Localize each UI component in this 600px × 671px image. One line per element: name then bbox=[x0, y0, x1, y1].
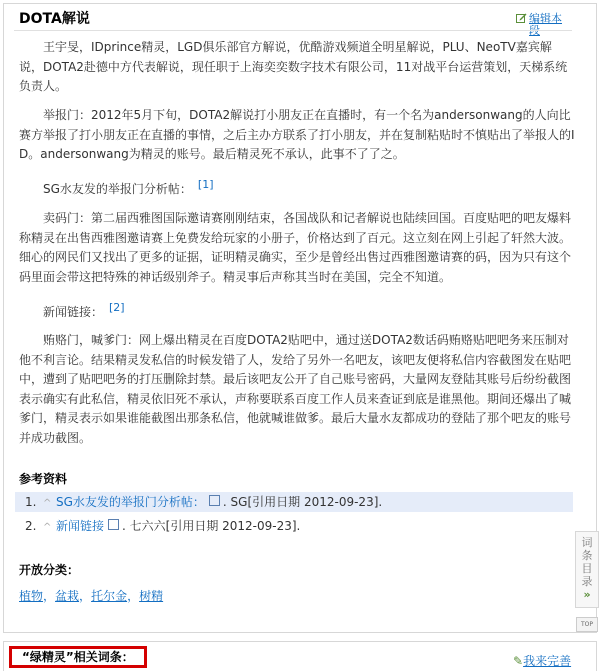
paragraph-intro: 王宇旻，IDprince精灵，LGD俱乐部官方解说，优酷游戏频道全明星解说，PLU、NeoTV嘉宾解说，DOTA2赴德中方代表解说，现任职于上海奕奕数字技术有限公司，11对战平台运营策划，天梯系统负责人。 bbox=[19, 40, 568, 93]
references-heading: 参考资料 bbox=[19, 472, 68, 486]
category-link[interactable]: 植物 bbox=[19, 589, 44, 603]
section-title: DOTA解说 bbox=[19, 11, 90, 27]
edit-pencil-icon bbox=[516, 13, 527, 23]
back-arrow-icon[interactable]: ^ bbox=[43, 522, 52, 533]
subheading-news-label: 新闻链接： bbox=[43, 305, 104, 319]
back-to-top-button[interactable]: TOP bbox=[576, 617, 598, 632]
paragraph-code-selling: 卖码门：第二届西雅图国际邀请赛刚刚结束，各国战队和记者解说也陆续回国。百度贴吧的吧友爆料称精灵在出售西雅图邀请赛上免费发给玩家的小册子，价格达到了百元。这立刻在网上引起了轩然大波。细心的网民们又找出了更多的证据，证明精灵确实，至少是曾经出售过西雅图邀请赛的码，因为只有这个码里面会带这把特殊的神话级别斧子。精灵事后声称其当时在美国，完全不知道。 bbox=[19, 211, 572, 284]
citation-link-2[interactable]: [2] bbox=[109, 301, 125, 314]
category-link[interactable]: 托尔金 bbox=[91, 589, 128, 603]
pencil-icon: ✎ bbox=[513, 654, 524, 668]
paragraph-bribery: 贿赂门，喊爹门：网上爆出精灵在百度DOTA2贴吧中，通过送DOTA2数话码贿赂贴吧吧务来压制对他不利言论。结果精灵发私信的时候发错了人，发给了另外一名吧友，该吧友便将私信内容截图发在贴吧中，遭到了贴吧吧务的打压删除封禁。最后该吧友公开了自己账号密码，大量网友登陆其账号后纷纷截图表示确实有此私信，精灵依旧死不承认，声称要联系百度工作人员来查证到底是谁黑他。期间还爆出了喊爹门，精灵表示如果谁能截图出那条私信，他就喊谁做爹。最后大量水友都成功的登陆了那个吧友的账号并成功截图。 bbox=[19, 333, 572, 445]
category-separator: ， bbox=[79, 589, 92, 603]
edit-section-label[interactable]: 编辑本段 bbox=[529, 12, 562, 37]
related-terms-heading: “绿精灵”相关词条： bbox=[9, 646, 147, 668]
reference-item bbox=[15, 492, 573, 512]
subheading-news bbox=[43, 301, 125, 320]
paragraph-report-gate: 举报门：2012年5月下旬，DOTA2解说打小朋友正在直播时，有一个名为andersonwang的人向比赛方举报了打小朋友正在直播的事情，之后主办方联系了打小朋友，并在复制粘贴时不慎贴出了举报人的ID。andersonwang为精灵的账号。最后精灵死不承认，此事不了了之。 bbox=[19, 108, 575, 161]
subheading-analysis bbox=[43, 178, 214, 197]
categories-heading: 开放分类： bbox=[19, 563, 80, 577]
title-divider bbox=[14, 30, 572, 31]
edit-section-link[interactable] bbox=[516, 13, 576, 37]
reference-link[interactable]: SG水友发的举报门分析帖： bbox=[56, 495, 205, 509]
references-list bbox=[15, 492, 573, 536]
category-link[interactable]: 树精 bbox=[139, 589, 164, 603]
categories-list bbox=[19, 587, 163, 604]
category-separator: ， bbox=[43, 589, 56, 603]
toc-arrow-icon: » bbox=[583, 588, 591, 601]
reference-source: . 七六六[引用日期 2012-09-23]. bbox=[122, 519, 301, 533]
improve-label[interactable]: 我来完善 bbox=[523, 654, 572, 668]
back-arrow-icon[interactable]: ^ bbox=[43, 498, 52, 509]
reference-item bbox=[15, 516, 573, 536]
reference-number: 1. bbox=[25, 495, 37, 509]
category-separator: ， bbox=[127, 589, 140, 603]
reference-number: 2. bbox=[25, 519, 37, 533]
citation-link-1[interactable]: [1] bbox=[197, 178, 214, 191]
category-link[interactable]: 盆栽 bbox=[55, 589, 80, 603]
subheading-analysis-label: SG水友发的举报门分析帖： bbox=[43, 182, 192, 196]
reference-link[interactable]: 新闻链接 bbox=[56, 519, 105, 533]
reference-source: . SG[引用日期 2012-09-23]. bbox=[222, 495, 383, 509]
external-link-icon bbox=[209, 495, 220, 506]
toc-label: 词条目录 bbox=[581, 536, 593, 588]
external-link-icon bbox=[108, 519, 119, 530]
improve-link[interactable] bbox=[513, 652, 571, 669]
toc-toggle-button[interactable] bbox=[575, 531, 599, 608]
